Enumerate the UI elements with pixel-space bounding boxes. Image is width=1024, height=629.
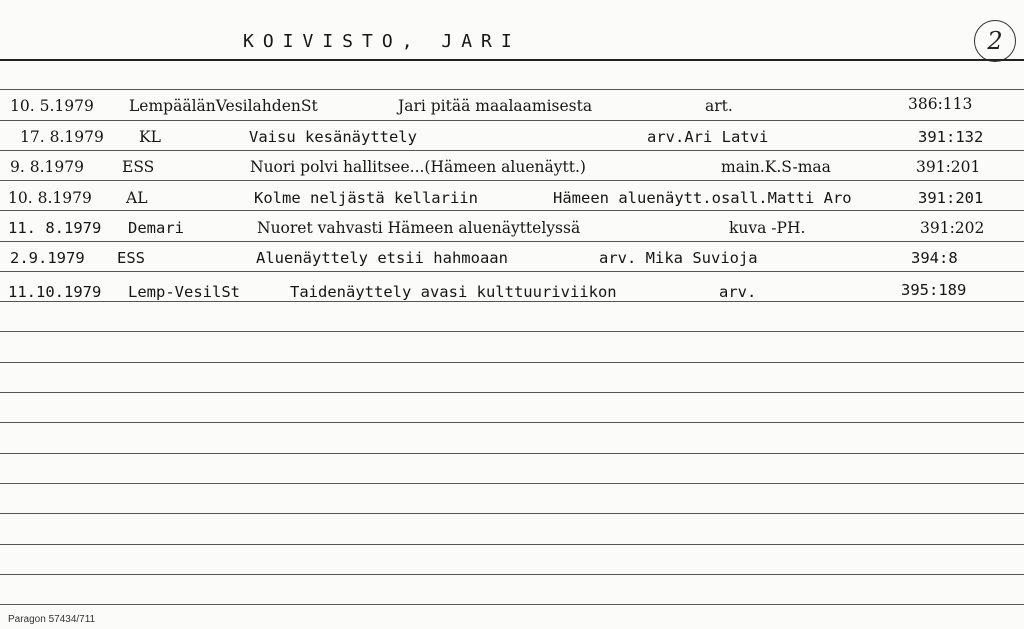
- entry-reference: 394:8: [911, 249, 958, 267]
- entry-reference: 395:189: [901, 281, 967, 299]
- ruled-line: [0, 271, 1024, 272]
- ruled-line: [0, 210, 1024, 211]
- entry-note: Hämeen aluenäytt.osall.Matti Aro: [553, 189, 852, 207]
- entry-source: KL: [139, 128, 161, 146]
- entry-reference: 391:132: [918, 128, 984, 146]
- entry-date: 2.9.1979: [10, 249, 85, 267]
- entry-headline: Jari pitää maalaamisesta: [398, 97, 593, 115]
- entry-reference: 391:201: [918, 189, 984, 207]
- ruled-line: [0, 331, 1024, 332]
- card-title: KOIVISTO, JARI: [243, 31, 521, 52]
- entry-source: Lemp-VesilSt: [128, 283, 240, 301]
- entry-date: 10. 5.1979: [10, 97, 94, 115]
- ruled-line: [0, 483, 1024, 484]
- print-footer: Paragon 57434/711: [8, 614, 96, 625]
- ruled-line: [0, 362, 1024, 363]
- entry-source: Demari: [128, 219, 184, 237]
- ruled-line: [0, 544, 1024, 545]
- entry-reference: 391:201: [916, 158, 981, 176]
- entry-headline: Taidenäyttely avasi kulttuuriviikon: [290, 283, 617, 301]
- entry-note: arv.Ari Latvi: [647, 128, 769, 146]
- entry-headline: Nuoret vahvasti Hämeen aluenäyttelyssä: [257, 219, 581, 237]
- entry-date: 10. 8.1979: [8, 189, 92, 207]
- ruled-line: [0, 513, 1024, 514]
- entry-note: arv.: [719, 283, 757, 301]
- ruled-line: [0, 453, 1024, 454]
- entry-headline: Vaisu kesänäyttely: [249, 128, 417, 146]
- entry-source: AL: [126, 189, 148, 207]
- entry-date: 9. 8.1979: [10, 158, 84, 176]
- ruled-line: [0, 89, 1024, 90]
- ruled-line: [0, 604, 1024, 605]
- entry-date: 11. 8.1979: [8, 219, 102, 237]
- ruled-line: [0, 120, 1024, 121]
- ruled-line: [0, 241, 1024, 242]
- entry-note: arv. Mika Suvioja: [599, 249, 758, 267]
- entry-reference: 386:113: [908, 95, 973, 113]
- entry-date: 11.10.1979: [8, 283, 102, 301]
- ruled-line: [0, 150, 1024, 151]
- entry-source: ESS: [122, 158, 155, 176]
- entry-note: art.: [705, 97, 733, 115]
- entry-headline: Aluenäyttely etsii hahmoaan: [256, 249, 508, 267]
- entry-note: kuva -PH.: [729, 219, 806, 237]
- ruled-line: [0, 180, 1024, 181]
- entry-source: LempäälänVesilahdenSt: [129, 97, 318, 115]
- header-rule: [0, 59, 1024, 61]
- entry-note: main.K.S-maa: [721, 158, 831, 176]
- entry-reference: 391:202: [920, 219, 985, 237]
- ruled-line: [0, 574, 1024, 575]
- entry-source: ESS: [117, 249, 145, 267]
- ruled-line: [0, 392, 1024, 393]
- card-number-badge: 2: [974, 20, 1016, 62]
- entry-headline: Kolme neljästä kellariin: [254, 189, 478, 207]
- entry-date: 17. 8.1979: [20, 128, 104, 146]
- entry-headline: Nuori polvi hallitsee...(Hämeen aluenäytt.): [250, 158, 586, 176]
- ruled-line: [0, 422, 1024, 423]
